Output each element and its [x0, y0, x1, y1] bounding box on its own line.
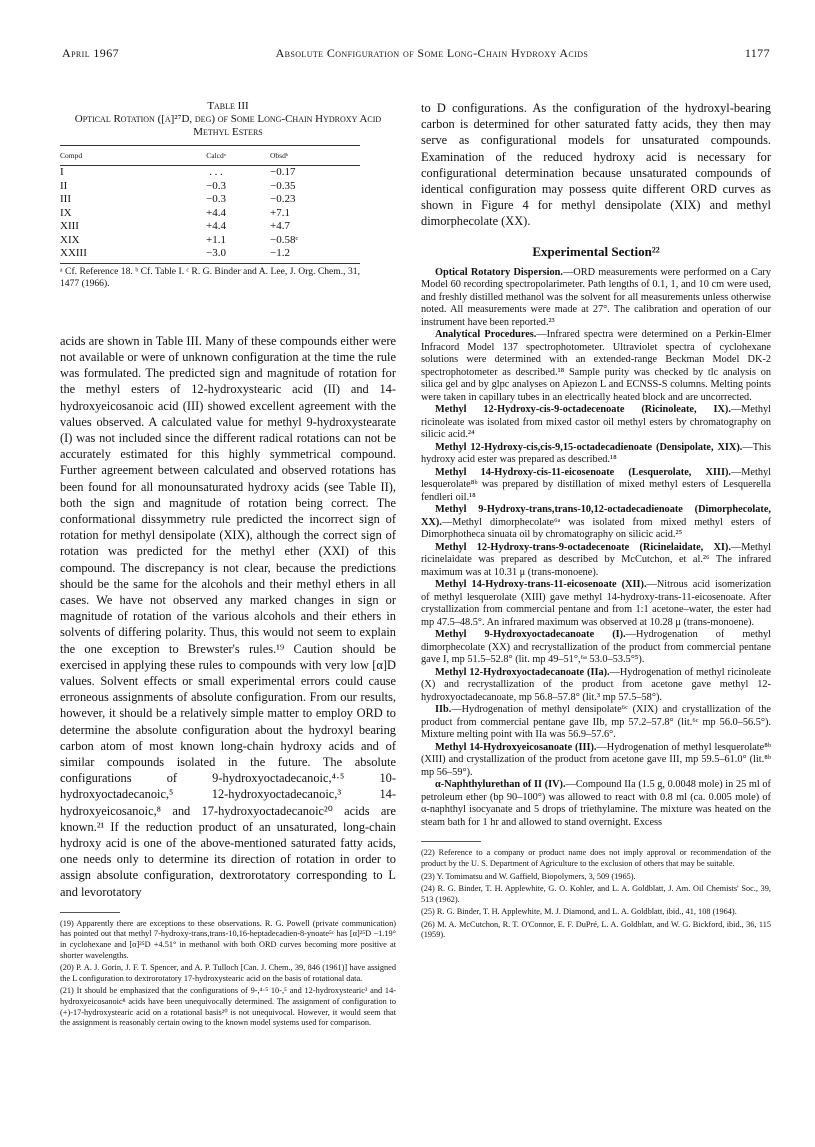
rotation-table: [60, 145, 360, 261]
table-cell: −3.0: [206, 247, 226, 260]
table-cell: −0.17: [270, 166, 296, 179]
paragraph-text: —Nitrous acid isomerization of methyl lesquerolate (XIII) gave methyl 14-hydroxy-trans-11-eicosenoate. After crystallization from commercial pentane and from 1:1 acetone–water, the ester had mp 47.5–48.5°. An infrared maximum was observed at 10.28 μ (trans-monoene).: [421, 579, 772, 628]
footnote: (21) It should be emphasized that the configurations of 9-,⁴·⁵ 10-,⁵ and 12-hydroxystearic³ and 14-hydroxyeicosanoic⁸ acids have been unequivocally determined. The assignment of configuration to (+)-17-hydroxystearic acid on a rotational basis²⁰ is not unequivocal. However, it would seem that the assignment is reasonably certain owing to the known model systems used for comparison.: [60, 986, 396, 1028]
table-cell: +4.4: [206, 206, 226, 219]
paragraph-heading: Methyl 12-Hydroxy-trans-9-octadecenoate (Ricinelaidate, XI).: [435, 541, 731, 553]
paragraph-text: —Methyl ricinelaidate was prepared as described by McCutchon, et al.²⁶ The infrared maximum was at 10.31 μ (trans-monoene).: [421, 541, 771, 578]
right-intro-text: [421, 100, 771, 230]
right-column: [421, 100, 771, 941]
table-cell: IX: [60, 206, 72, 219]
table-cell: −1.2: [270, 247, 290, 260]
table-row: [60, 166, 360, 180]
table-header-cell: Compd: [60, 146, 162, 166]
table-cell: XIX: [60, 233, 80, 246]
experimental-paragraph: [421, 329, 771, 404]
paragraph-text: —Methyl dimorphecolate⁶ᵃ was isolated from mixed methyl esters of Dimorphotheca sinuata oil by chromatography on silicic acid.²⁵: [421, 516, 771, 541]
experimental-paragraph: [421, 467, 771, 505]
table-cell: +7.1: [270, 206, 290, 219]
experimental-paragraph: [421, 779, 771, 829]
experimental-paragraph: [421, 742, 771, 780]
experimental-section: [421, 267, 771, 830]
header-date: April 1967: [62, 46, 120, 60]
paragraph-heading: Methyl 12-Hydroxy-cis-9-octadecenoate (Ricinoleate, IX).: [435, 404, 731, 416]
experimental-paragraph: [421, 404, 771, 442]
table-cell: III: [60, 193, 71, 206]
footnote: (23) Y. Tomimatsu and W. Gaffield, Biopolymers, 3, 509 (1965).: [421, 871, 636, 881]
footnote: (24) R. G. Binder, T. H. Applewhite, G. O. Kohler, and L. A. Goldblatt, J. Am. Oil Chemists' Soc., 39, 513 (1962).: [421, 884, 771, 904]
table-footnote: ᵃ Cf. Reference 18. ᵇ Cf. Table I. ᶜ R. G. Binder and A. Lee, J. Org. Chem., 31, 1477 (1966).: [60, 263, 360, 291]
paragraph-text: —Hydrogenation of methyl dimorphecolate (XX) and recrystallization of the product from commercial pentane gave I, mp 51.5–52.8° (lit. mp 49–51°,⁶ᵃ 53.0–53.5°⁵).: [421, 629, 771, 666]
paragraph-heading: Methyl 12-Hydroxy-cis,cis-9,15-octadecadienoate (Densipolate, XIX).: [435, 441, 743, 453]
table-row: [60, 207, 360, 221]
page-number: 1177: [744, 46, 770, 60]
paragraph-text: —Methyl lesquerolate⁸ᵇ was prepared by distillation of mixed methyl esters of Lesquerella fendleri oil.¹⁸: [421, 466, 771, 503]
paragraph-heading: IIb.: [435, 704, 452, 716]
table-cell: −0.58ᶜ: [270, 233, 299, 246]
table-header-cell: Obsdᵇ: [270, 146, 360, 166]
paragraph-heading: Methyl 14-Hydroxyeicosanoate (III).: [435, 741, 597, 753]
paragraph-text: —Compound IIa (1.5 g, 0.0048 mole) in 25 ml of petroleum ether (bp 90–100°) was allowed to react with 0.8 ml (ca. 0.005 mole) of α-naphthyl isocyanate and 5 drops of triethylamine. The mixture was heated on the steam bath for 1 hr and allowed to stand overnight. Excess: [421, 779, 771, 828]
paragraph-heading: Methyl 9-Hydroxy-trans,trans-10,12-octadecadienoate (Dimorphecolate, XX).: [421, 504, 771, 528]
paragraph-heading: Methyl 12-Hydroxyoctadecanoate (IIa).: [435, 666, 610, 678]
experimental-paragraph: [421, 542, 771, 580]
paragraph-text: —Hydrogenation of methyl lesquerolate⁸ᵇ (XIII) and crystallization of the product from acetone gave III, mp 59.5–61.0° (lit.⁸ᵇ mp 56–59°).: [421, 741, 771, 778]
paragraph-heading: Optical Rotatory Dispersion.: [435, 266, 563, 278]
left-footnotes: [60, 919, 396, 1029]
experimental-paragraph: [421, 704, 771, 742]
experimental-paragraph: [421, 267, 771, 330]
paragraph-text: —Methyl ricinoleate was isolated from mixed castor oil methyl esters by chromatography on silicic acid.²⁴: [421, 404, 771, 441]
footnote-divider: [421, 841, 481, 842]
table-cell: XXIII: [60, 247, 87, 260]
table-cell: XIII: [60, 220, 79, 233]
experimental-paragraph: [421, 504, 771, 542]
table-title: Optical Rotation ([α]²⁷D, deg) of Some Long-Chain Hydroxy Acid Methyl Esters: [74, 113, 382, 138]
paragraph-heading: α-Naphthylurethan of II (IV).: [435, 779, 566, 791]
footnote: (20) P. A. J. Gorin, J. F. T. Spencer, and A. P. Tulloch [Can. J. Chem., 39, 846 (1961)] have assigned the L configuration to dextrorotatory 17-hydroxystearic acid on the basis of rotational data.: [60, 963, 396, 983]
table-cell: +4.4: [206, 220, 226, 233]
footnote: (25) R. G. Binder, T. H. Applewhite, M. J. Diamond, and L. A. Goldblatt, ibid., 41, 108 (1964).: [421, 907, 737, 917]
left-body-text: [60, 333, 396, 900]
table-cell: −0.35: [270, 179, 296, 192]
table-cell: −0.23: [270, 193, 296, 206]
footnote: (22) Reference to a company or product name does not imply approval or recommendation of the product by the U. S. Department of Agriculture to the exclusion of others that may be suitable.: [421, 848, 771, 868]
paragraph-text: —Infrared spectra were determined on a Perkin-Elmer Infracord Model 137 spectrophotometer. Ultraviolet spectra of cyclohexane solutions were determined with an extended-range Beckman Model DK-2 spectrophotometer as described.¹⁸ Sample purity was checked by tlc analysis on silica gel and by glpc analyses on Apiezon L and ECNSS-S columns. Melting points were taken in capillary tubes in an electrically heated block and are uncorrected.: [421, 329, 771, 403]
table-cell: II: [60, 179, 68, 192]
table-row: [60, 247, 360, 261]
left-column: [60, 100, 396, 1029]
paragraph-heading: Methyl 14-Hydroxy-cis-11-eicosenoate (Lesquerolate, XIII).: [435, 466, 731, 478]
running-header: [62, 46, 770, 61]
table-cell: +4.7: [270, 220, 290, 233]
table-cell: +1.1: [206, 233, 226, 246]
section-title: Experimental Section²²: [532, 243, 660, 259]
experimental-paragraph: [421, 629, 771, 667]
header-title: Absolute Configuration of Some Long-Chain Hydroxy Acids: [275, 46, 589, 60]
table-cell: I: [60, 166, 64, 179]
table-header-row: [60, 146, 360, 166]
experimental-paragraph: [421, 442, 771, 467]
table-cell: −0.3: [206, 179, 226, 192]
table-row: [60, 180, 360, 194]
table-row: [60, 234, 360, 248]
paragraph-text: —Hydrogenation of methyl densipolate⁶ᶜ (XIX) and crystallization of the product from commercial pentane gave IIb, mp 57.2–57.8° (lit.⁶ᶜ mp 56.0–56.5°). Mixture melting point with IIa was 56.9–57.6°.: [421, 704, 771, 741]
table-row: [60, 193, 360, 207]
paragraph-heading: Methyl 9-Hydroxyoctadecanoate (I).: [435, 629, 626, 641]
footnote-divider: [60, 912, 120, 913]
table-cell: −0.3: [206, 193, 226, 206]
experimental-paragraph: [421, 667, 771, 705]
table-row: [60, 220, 360, 234]
paragraph: acids are shown in Table III. Many of these compounds either were not available or were of unknown configuration at the time the rule was formulated. The predicted sign and magnitude of rotation for the methyl esters of 12-hydroxystearic acid (II) and 14-hydroxyeicosanoic acid (III) showed excellent agreement with the values observed. A calculated value for methyl 9-hydroxystearate (I) was not included since the different radical rotations can not be accurately estimated for this highly symmetrical compound. Further agreement between calculated and observed rotations has been found for all monounsaturated hydroxy acids (see Table II), both the sign and magnitude of rotation being correct. The conformational dissymmetry rule predicted the incorrect sign of rotation for methyl densipolate (XIX), although the correct sign of rotation was predicted for the methyl ether (XXI) of this compound. The discrepancy is not clear, because the predictions should be the same for the alcohols and their methyl ethers in all cases. We have not observed any marked changes in sign or magnitude of rotation of the various alcohols and their ethers in solvents of differing polarity. Thus, this would not seem to explain the one exception to Brewster's rules.¹⁹ Caution should be exercised in applying these rules to compounds with very low [α]D values. Solvent effects or small experimental errors could cause erroneous assignments of absolute configuration. From our results, however, it should be a relatively simple matter to employ ORD to determine the absolute configuration about the hydroxyl bearing carbon atom of most known long-chain hydroxy acids and of similar compounds isolated in the future. The absolute configurations of 9-hydroxyoctadecanoic,⁴·⁵ 10-hydroxyoctadecanoic,⁵ 12-hydroxyoctadecanoic,³ 14-hydroxyeicosanoic,⁸ and 17-hydroxyoctadecanoic²⁰ acids are known.²¹ If the reduction product of an unsaturated, long-chain hydroxy acid is one of the above-mentioned saturated fatty acids, one needs only to determine its direction of rotation in order to assign absolute configuration, dextrorotatory corresponding to L and levorotatory: [60, 333, 396, 899]
paragraph-text: —ORD measurements were performed on a Cary Model 60 recording spectropolarimeter. Path lengths of 0.1, 1, and 10 cm were used, and freshly distilled methanol was the solvent for all measurements unless otherwise noted. All measurements were made at 27°. The calibration and operation of our instrument have been reported.²³: [421, 266, 772, 328]
paragraph-text: —Hydrogenation of methyl ricinoleate (X) and recrystallization of the product from acetone gave methyl 12-hydroxyoctadecanoate, mp 56.8–57.8° (lit.³ mp 57.5–58°).: [421, 666, 771, 703]
table-body: [60, 166, 360, 261]
paragraph-heading: Methyl 14-Hydroxy-trans-11-eicosenoate (XII).: [435, 579, 647, 591]
table-header-cell: Calcdᵃ: [162, 146, 270, 166]
paragraph-heading: Analytical Procedures.: [435, 329, 537, 341]
paragraph-text: —This hydroxy acid ester was prepared as described.¹⁸: [421, 441, 771, 466]
paragraph: to D configurations. As the configuration of the hydroxyl-bearing carbon is determined for other saturated fatty acids, they then may serve as configurational models for unsaturated compounds. Examination of the reduced hydroxy acid is necessary for configurational determination because unsaturated compounds of identical configuration may possess quite different ORD curves as shown in Figure 4 for methyl densipolate (XIX) and methyl dimorphecolate (XX).: [421, 101, 771, 229]
table-label: Table III: [207, 100, 249, 112]
footnote: (19) Apparently there are exceptions to these observations. R. G. Powell (private communication) has pointed out that methyl 7-hydroxy-trans,trans-10,16-heptadecadien-8-ynoate⁵ᶜ has [α]²⁵D −1.19° in cyclohexane and [α]²⁵D +4.51° in methanol with both ORD curves becoming more positive at shorter wavelengths.: [60, 918, 396, 960]
experimental-paragraph: [421, 579, 771, 629]
footnote: (26) M. A. McCutchon, R. T. O'Connor, E. F. DuPré, L. A. Goldblatt, and W. G. Bickford, ibid., 36, 115 (1959).: [421, 919, 771, 940]
table-cell: . . .: [209, 166, 223, 179]
right-footnotes: [421, 848, 771, 941]
